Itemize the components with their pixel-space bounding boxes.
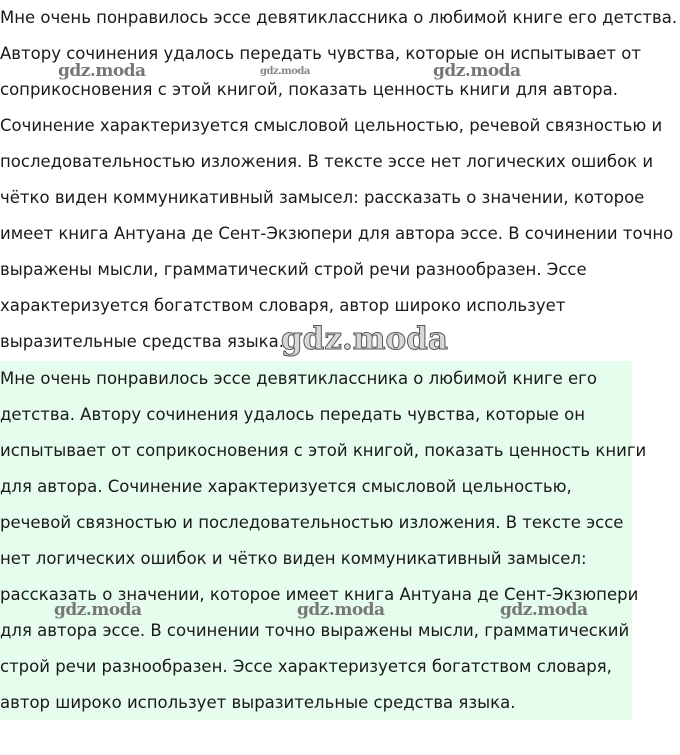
essay-line: соприкосновения с этой книгой, показать ценность книги для автора. xyxy=(0,80,618,99)
answer-line: рассказать о значении, которое имеет книга Антуана де Сент-Экзюпери xyxy=(0,585,639,604)
answer-line: детства. Автору сочинения удалось передать чувства, которые он xyxy=(0,405,586,424)
answer-line: Мне очень понравилось эссе девятиклассника о любимой книге его xyxy=(0,369,597,388)
watermark-logo: gdz.moda xyxy=(433,61,521,81)
essay-text xyxy=(0,0,680,360)
essay-line: Автору сочинения удалось передать чувства, которые он испытывает от xyxy=(0,44,641,63)
answer-line: испытывает от соприкосновения с этой книгой, показать ценность книги xyxy=(0,441,647,460)
answer-line: для автора эссе. В сочинении точно выражены мысли, грамматический xyxy=(0,621,630,640)
watermark-logo: gdz.moda xyxy=(260,66,310,77)
watermark-logo: gdz.moda xyxy=(500,600,588,620)
watermark-logo: gdz.moda xyxy=(281,321,448,357)
essay-line: Сочинение характеризуется смысловой цельностью, речевой связностью и xyxy=(0,116,663,135)
essay-line: имеет книга Антуана де Сент-Экзюпери для автора эссе. В сочинении точно xyxy=(0,224,674,243)
answer-line: нет логических ошибок и чётко виден коммуникативный замысел: xyxy=(0,549,587,568)
essay-line: характеризуется богатством словаря, автор широко использует xyxy=(0,296,566,315)
essay-line: выражены мысли, грамматический строй речи разнообразен. Эссе xyxy=(0,260,587,279)
essay-line: выразительные средства языка. xyxy=(0,332,284,351)
answer-line: для автора. Сочинение характеризуется смысловой цельностью, xyxy=(0,477,572,496)
watermark-logo: gdz.moda xyxy=(297,600,385,620)
essay-line: Мне очень понравилось эссе девятиклассника о любимой книге его детства. xyxy=(0,8,678,27)
essay-line: чётко виден коммуникативный замысел: рассказать о значении, которое xyxy=(0,188,645,207)
answer-line: речевой связностью и последовательностью изложения. В тексте эссе xyxy=(0,513,624,532)
answer-text xyxy=(0,361,647,721)
essay-line: последовательностью изложения. В тексте эссе нет логических ошибок и xyxy=(0,152,654,171)
watermark-logo: gdz.moda xyxy=(54,600,142,620)
answer-line: строй речи разнообразен. Эссе характеризуется богатством словаря, xyxy=(0,657,612,676)
watermark-logo: gdz.moda xyxy=(58,61,146,81)
answer-line: автор широко использует выразительные средства языка. xyxy=(0,693,516,712)
